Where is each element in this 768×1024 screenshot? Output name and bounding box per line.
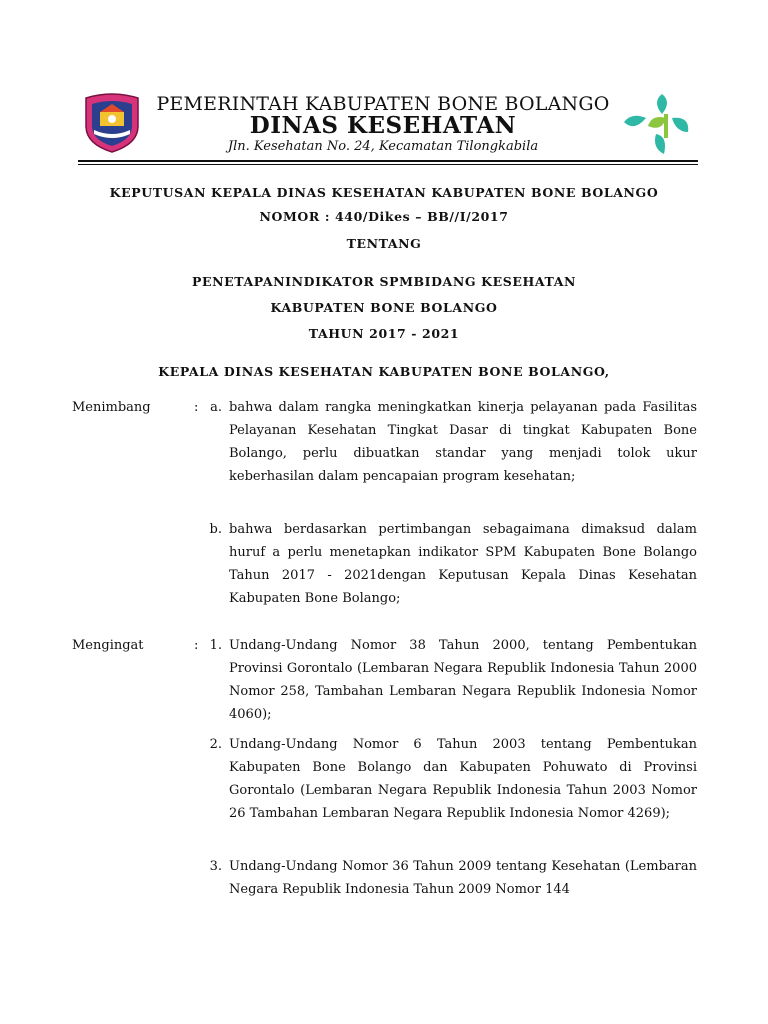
decree-subject-line3: TAHUN 2017 - 2021 xyxy=(308,326,460,341)
mengingat-colon: : xyxy=(194,638,199,653)
menimbang-item-b-text: bahwa berdasarkan pertimbangan sebagaimana dimaksud dalam huruf a perlu menetapkan indikator SPM Kabupaten Bone Bolango Tahun 2017 - 2021dengan Keputusan Kepala Dinas Kesehatan Kabupaten Bone Bolango; xyxy=(229,522,697,606)
menimbang-item-b-mark: b. xyxy=(209,522,222,537)
government-name: PEMERINTAH KABUPATEN BONE BOLANGO xyxy=(156,93,610,115)
mengingat-item-2-text: Undang-Undang Nomor 6 Tahun 2003 tentang Pembentukan Kabupaten Bone Bolango dan Kabupaten Pohuwato di Provinsi Gorontalo (Lembaran Negara Republik Indonesia Tahun 2003 Nomor 26 Tambahan Lembaran Negara Republik Indonesia Nomor 4269); xyxy=(229,737,697,821)
menimbang-colon: : xyxy=(194,400,199,415)
health-ministry-logo-icon xyxy=(622,92,692,156)
department-address: Jln. Kesehatan No. 24, Kecamatan Tilongkabila xyxy=(227,139,539,154)
regency-coat-of-arms-icon xyxy=(80,92,144,154)
menimbang-item-a-text: bahwa dalam rangka meningkatkan kinerja pelayanan pada Fasilitas Pelayanan Kesehatan Tingkat Dasar di tingkat Kabupaten Bone Bolango, perlu dibuatkan standar yang menjadi tolok ukur keberhasilan dalam pencapaian program kesehatan; xyxy=(229,400,697,484)
menimbang-item-a-mark: a. xyxy=(210,400,222,415)
decree-subject-line1: PENETAPANINDIKATOR SPMBIDANG KESEHATAN xyxy=(191,274,577,289)
decree-issuer: KEPALA DINAS KESEHATAN KABUPATEN BONE BOLANGO, xyxy=(158,364,610,379)
decree-subject-line2: KABUPATEN BONE BOLANGO xyxy=(270,300,498,315)
decree-number: NOMOR : 440/Dikes – BB//I/2017 xyxy=(259,209,509,224)
mengingat-item-3-text: Undang-Undang Nomor 36 Tahun 2009 tentang Kesehatan (Lembaran Negara Republik Indonesia Tahun 2009 Nomor 144 xyxy=(229,859,697,897)
mengingat-item-1-text: Undang-Undang Nomor 38 Tahun 2000, tentang Pembentukan Provinsi Gorontalo (Lembaran Negara Republik Indonesia Tahun 2000 Nomor 258, Tambahan Lembaran Negara Republik Indonesia Nomor 4060); xyxy=(229,638,697,722)
menimbang-label: Menimbang xyxy=(72,400,151,415)
letterhead-rule-thin xyxy=(78,164,698,165)
mengingat-item-1-mark: 1. xyxy=(209,638,222,653)
decree-about-label: TENTANG xyxy=(346,236,422,251)
mengingat-label: Mengingat xyxy=(72,638,144,653)
decree-title: KEPUTUSAN KEPALA DINAS KESEHATAN KABUPATEN BONE BOLANGO xyxy=(109,185,659,200)
mengingat-item-3-mark: 3. xyxy=(209,859,222,874)
mengingat-item-2-mark: 2. xyxy=(209,737,222,752)
letterhead-rule-thick xyxy=(78,160,698,162)
department-name: DINAS KESEHATAN xyxy=(249,112,517,139)
